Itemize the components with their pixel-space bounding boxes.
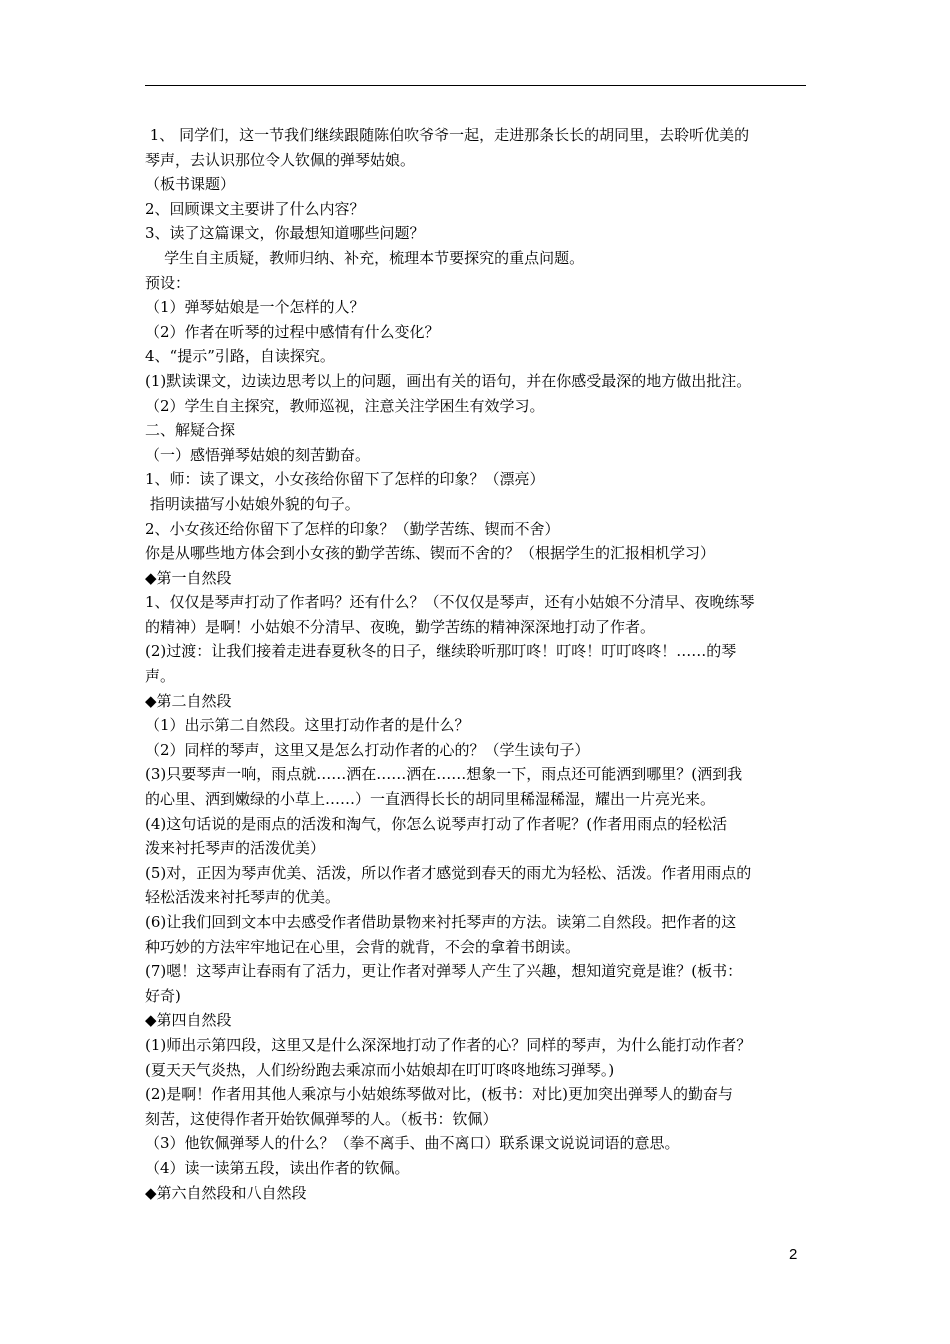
text-line: 你是从哪些地方体会到小女孩的勤学苦练、锲而不舍的？（根据学生的汇报相机学习）: [145, 544, 716, 563]
text-line: (2)过渡：让我们接着走进春夏秋冬的日子，继续聆听那叮咚！叮咚！叮叮咚咚！……的琴: [145, 642, 737, 661]
text-line: 4、“提示”引路，自读探究。: [145, 347, 335, 366]
text-line: 的心里、洒到嫩绿的小草上……）一直洒得长长的胡同里稀湿稀湿，耀出一片亮光来。: [145, 790, 716, 809]
page-number: 2: [789, 1246, 798, 1263]
text-line: 2、小女孩还给你留下了怎样的印象？（勤学苦练、锲而不舍）: [145, 519, 560, 538]
text-line: （板书课题）: [145, 175, 236, 194]
text-line: （一）感悟弹琴姑娘的刻苦勤奋。: [145, 445, 371, 464]
text-line: (4)这句话说的是雨点的活泼和淘气，你怎么说琴声打动了作者呢？(作者用雨点的轻松活: [145, 814, 728, 833]
text-line: 刻苦，这使得作者开始钦佩弹琴的人。（板书：钦佩）: [145, 1109, 498, 1128]
text-line: （4）读一读第五段，读出作者的钦佩。: [145, 1158, 410, 1177]
text-line: 1、仅仅是琴声打动了作者吗？还有什么？（不仅仅是琴声，还有小姑娘不分清早、夜晚练琴: [145, 593, 755, 612]
text-line: 泼来衬托琴声的活泼优美）: [145, 839, 326, 858]
text-line: (1)师出示第四段，这里又是什么深深地打动了作者的心？同样的琴声，为什么能打动作者？: [145, 1035, 752, 1054]
text-line: （2）作者在听琴的过程中感情有什么变化？: [145, 322, 440, 341]
text-line: （2）同样的琴声，这里又是怎么打动作者的心的？（学生读句子）: [145, 740, 590, 759]
text-line: 预设：: [145, 273, 191, 292]
header-rule: [145, 85, 806, 86]
text-line: 琴声，去认识那位令人钦佩的弹琴姑娘。: [145, 150, 416, 169]
text-line: 2、回顾课文主要讲了什么内容？: [145, 199, 365, 218]
text-line: 3、读了这篇课文，你最想知道哪些问题？: [145, 224, 425, 243]
text-line: （2）学生自主探究，教师巡视，注意关注学困生有效学习。: [145, 396, 545, 415]
text-line: 的精神）是啊！小姑娘不分清早、夜晚，勤学苦练的精神深深地打动了作者。: [145, 617, 656, 636]
text-line: (夏天天气炎热，人们纷纷跑去乘凉而小姑娘却在叮叮咚咚地练习弹琴。): [145, 1060, 615, 1079]
text-line: ◆第六自然段和八自然段: [145, 1183, 307, 1202]
text-line: 1、 同学们，这一节我们继续跟随陈伯吹爷爷一起，走进那条长长的胡同里，去聆听优美的: [145, 126, 750, 144]
text-line: (5)对，正因为琴声优美、活泼，所以作者才感觉到春天的雨尤为轻松、活泼。作者用雨点的: [145, 863, 752, 882]
text-line: （1）弹琴姑娘是一个怎样的人？: [145, 298, 365, 317]
text-line: (6)让我们回到文本中去感受作者借助景物来衬托琴声的方法。读第二自然段。把作者的这: [145, 913, 737, 931]
text-line: （3）他钦佩弹琴人的什么？（拳不离手、曲不离口）联系课文说说词语的意思。: [145, 1134, 680, 1153]
text-line: (2)是啊！作者用其他人乘凉与小姑娘练琴做对比，(板书：对比)更加突出弹琴人的勤奋与: [145, 1085, 733, 1104]
text-line: ◆第二自然段: [145, 691, 232, 710]
text-line: 声。: [145, 667, 176, 686]
text-line: 指明读描写小姑娘外貌的句子。: [145, 494, 360, 513]
text-line: 轻松活泼来衬托琴声的优美。: [145, 888, 341, 907]
text-line: 好奇): [145, 986, 181, 1005]
text-line: ◆第一自然段: [145, 568, 232, 587]
text-line: (3)只要琴声一响，雨点就……洒在……洒在……想象一下，雨点还可能洒到哪里？(洒到我: [145, 765, 743, 784]
text-line: 种巧妙的方法牢牢地记在心里，会背的就背，不会的拿着书朗读。: [145, 937, 581, 956]
text-line: （1）出示第二自然段。这里打动作者的是什么？: [145, 716, 470, 735]
text-line: 二、解疑合探: [145, 421, 236, 440]
text-line: 1、师：读了课文，小女孩给你留下了怎样的印象？（漂亮）: [145, 470, 545, 489]
text-line: 学生自主质疑，教师归纳、补充，梳理本节要探究的重点问题。: [145, 248, 585, 267]
text-line: (1)默读课文，边读边思考以上的问题，画出有关的语句，并在你感受最深的地方做出批注。: [145, 371, 752, 390]
text-line: ◆第四自然段: [145, 1011, 232, 1030]
text-line: (7)嗯！这琴声让春雨有了活力，更让作者对弹琴人产生了兴趣，想知道究竟是谁？(板书：: [145, 962, 743, 981]
lesson-text: [145, 123, 810, 1205]
